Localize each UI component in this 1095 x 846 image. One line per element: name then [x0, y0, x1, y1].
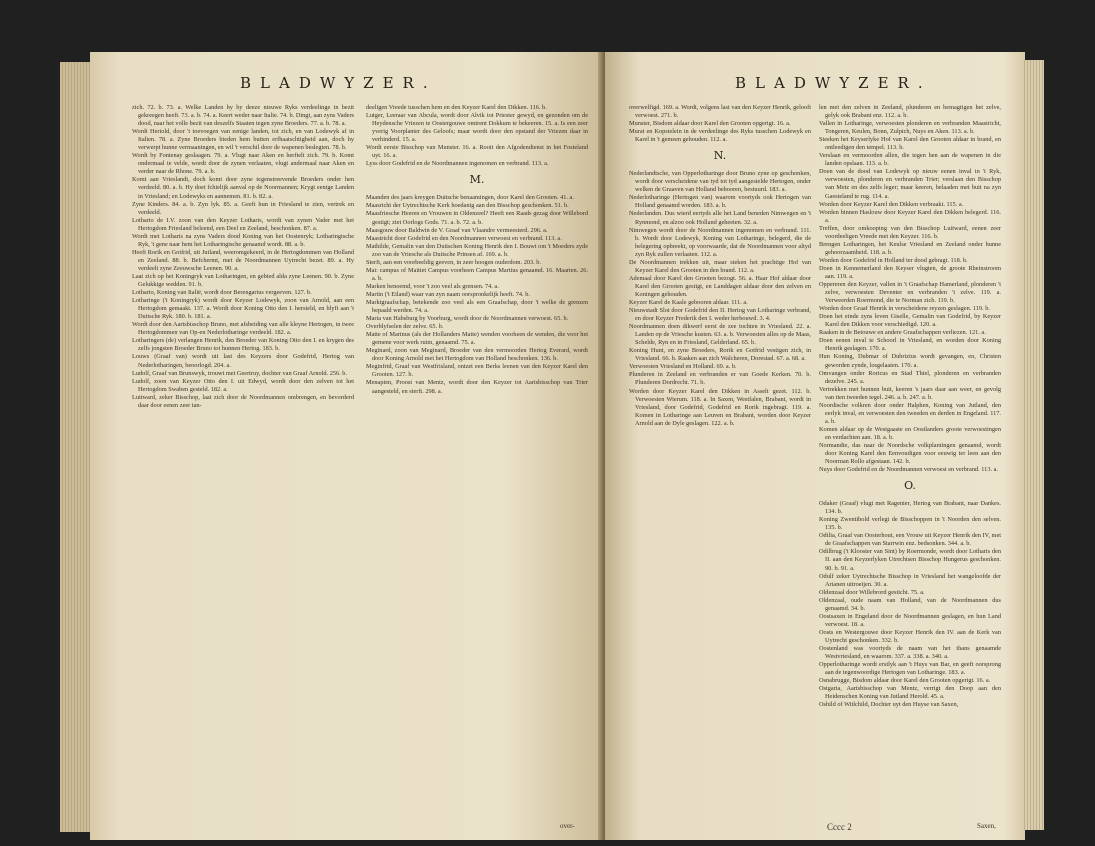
right-page-edges — [1022, 60, 1044, 830]
index-entry: Doen in Kennemerland den Keyser vlugten, de groote Rheinstroom aan. 119. a. — [819, 264, 1001, 280]
index-entry: Worden door Godefrid in Holland ter dood gebragt. 118. b. — [819, 256, 968, 264]
index-entry: Meginard, zoon van Meginard, Broeder van den vermoorden Hertog Everard, wordt door Koning Arnold met het Hertogdom van Holland beschonken. 136. b. — [366, 347, 588, 363]
section-letter: O. — [904, 479, 916, 493]
section-letter: M. — [469, 173, 485, 187]
index-entry: Oppereren den Keyzer, vallen in 't Graafschap Hamerland, plonderen 't zelve, verwoesten Deventer en verbranden 't zelve. 119. a. Verweerden Roermond, die te Norman zich. 119. b. — [819, 281, 1001, 305]
index-entry: Murat en Kopstelein in de verdeelinge des Ryks tusschen Lodewyk en Karel in 't gemeen gehouden. 112. a. — [629, 128, 811, 144]
index-entry: Plunderen in Zeeland en verbranden er van Goede Kerken. 70. b. Plunderen Dordrecht. 71. b. — [629, 371, 811, 387]
index-entry: Ademaal door Karel den Grooten bezogt. 56. a. Haar Hof aldaar door Karel den Grooten gestigt, en Landdagen aldaar door den zelven en Koningen gehouden. — [629, 274, 811, 298]
index-entry: Worden door Keyzer Karel den Dikken verbraakt. 115. a. — [819, 200, 964, 208]
right-column-1 — [629, 104, 811, 428]
index-entry: Matte of Marinus (als der Hollanders Matte) wenden voorheen de wenden, die voor het gemene voor werk ruim, genaamd. 75. a. — [366, 331, 588, 347]
index-entry: Keyzer Karel de Kaale gebooren aldaar. 111. a. — [629, 298, 748, 306]
left-page-edges — [60, 62, 94, 832]
index-entry: Mai: campus of Maitiet Campus voorheen Campus Martius genaamd. 16. Maarten. 26. a. b. — [366, 266, 588, 282]
right-catchword: Saxen, — [977, 822, 996, 830]
index-entry: Lothario, Koning van Italië, wordt door Berengarius vergeeven. 127. b. — [132, 289, 312, 297]
index-entry: Menapien, Proost van Mentz, wordt door den Keyzer tot Aartsbisschop van Trier aangesteld, en sterft. 298. a. — [366, 379, 588, 395]
index-entry: Maria van Habsburg by Voorburg, wordt door de Noordmannen verwoest. 65. b. — [366, 315, 569, 323]
signature-mark: Cccc 2 — [827, 822, 852, 832]
index-entry: Lutger, Leeraar van Abcula, wordt door Alvik tot Priester gewyd, en gezonden om de Heydensche Vriezen te Oostergouwe omtrent Dokkum te bekeeren. 15. a. Is een zeer yverig Voorplanter des Geloofs; maar wordt door den opstand der Vriezen daar in verhinderd. 15. a. — [366, 112, 588, 144]
index-entry: Wordt door den Aartsbisschop Bruno, met afsbeiding van alle kleyne Hertogen, in twee Hertogdommen van Op-en Nederlotharinge verdeeld. 182. a. — [132, 321, 354, 337]
index-entry: Munster, Bisdom aldaar door Karel den Grooten opgerigt. 16. a. — [629, 120, 791, 128]
index-entry: Oshild of Witlchild, Dochter uyt den Huyse van Saxen, — [819, 701, 959, 709]
index-entry: Wordt eerste Bisschop van Munster. 16. a. Rooit den Afgodendienst in het Fosteland uyt. 16. a. — [366, 144, 588, 160]
right-running-head: BLADWYZER. — [735, 74, 932, 92]
index-entry: Hun Koning, Dubmar of Dubrizius wordt gevangen, en, Christen geworden zynde, losgelaaten. 170. a. — [819, 353, 1001, 369]
left-column-1 — [132, 104, 354, 410]
index-entry: Doen eenen inval te Schoorl in Vriesland, en worden door Koning Henrik geslagen. 170. a. — [819, 337, 1001, 353]
index-entry: Worden door Keyzer Karel den Dikken in Asselt gezet. 112. b. Verwoesten Wierum. 118. a. In Saxen, Westfalen, Brabant, wordt in Vriesland, door Godefrid, Godefrid en Rorik ingebragt. 119. a. Komen in Lotharinge aan Leuven en Brabant, worden door Keyzer Arnold aan de Dyle geslagen. 122. a. b. — [629, 387, 811, 427]
index-entry: Odilbrug ('t Klooster van Sint) by Roermonde, wordt door Lotharis den II. aan den Keyzerlyken Utrechtsen Bisschop Hungerus geschonken. 90. b. 91. a. — [819, 548, 1001, 572]
index-entry: Treffen, door omkooping van den Bisschop Luitward, eenen zeer voordeeligen Vreede met den Keyzer. 116. b. — [819, 224, 1001, 240]
section-letter: N. — [713, 149, 727, 163]
index-entry: Marken benoemd, voor 't zoo veel als grensen. 74. a. — [366, 282, 499, 290]
index-entry: Odulf zeker Uytrechtsche Bisschop in Vriesland het wangeloofde der Arianen uitroeijen. 30. a. — [819, 572, 1001, 588]
index-entry: Louws (Graaf van) wordt uit last des Keyzers door Godefrid, Hertog van Nederlotharingen, beoorlogd. 204. a. — [132, 353, 354, 369]
index-entry: Komen aldaar op de Westgaaste en Oostlanders groote verwoestingen en verdachten aan. 18. a. b. — [819, 425, 1001, 441]
left-page — [90, 52, 610, 840]
index-entry: Mathilde, Gemalin van den Duitschen Koning Henrik den I. Bouwt om 't Moeders zyde zoo van de Vriesche als Duitsche Prinsen af. 169. a. b. — [366, 242, 588, 258]
index-entry: overwelfigd. 169. a. Wordt, volgens last van den Keyzer Henrik, gelooft verwoest. 271. b. — [629, 104, 811, 120]
index-entry: Nimwegen wordt door de Noordmannen ingenomen en verbrand. 111. b. Wordt door Lodewyk, Koning van Lotharinge, belegerd, die de belegering opbreekt, op voorwaarde, dat de Noordmannen voor altyd zyn Ryk zullen verlaaten. 112. a. — [629, 226, 811, 258]
index-entry: Martin ('t Eiland) waar van zyn naam oorspronkelijk heeft. 74. b. — [366, 290, 530, 298]
book-spread — [60, 52, 1045, 840]
index-entry: Laat zich op het Koningryk van Lotharingen, en gebied alda zyne Leenen. 90. b. Zyne Gelukkige wedden. 91. b. — [132, 272, 354, 289]
index-entry: len met den zelven in Zeeland, plunderen en bemagtigen het zelve, gelyk ook Brabant enz. 112. a. b. — [819, 104, 1001, 120]
index-entry: deeligen Vreede tusschen hem en den Keyzer Karel den Dikken. 116. b. — [366, 104, 547, 111]
index-entry: Ludolf, zoon van Keyzer Otto den I. uit Edwyd, wordt door den zelven tot het Hertogdom Swaben gesteld. 182. a. — [132, 377, 354, 393]
index-entry: Doen het einde zyns leven Giselle, Gemalin van Godefrid, by Keyzer Karel den Dikken voor verschiedigd. 120. a. — [819, 313, 1001, 329]
index-entry: Omvangen onder Roricus en Stad Thiel, plonderen en verbranden dezelve. 245. a. — [819, 369, 1001, 385]
index-entry: Sterft, aan een voorbeeldig geeven, in zeer hoogen ouderdom. 203. b. — [366, 258, 542, 266]
index-entry: Maasfriesche Heeren en Vrouwen in Oldenzeel? Heeft een Raads gezag door Willebord gestigt; ziet Oorlogs Gods. 71. a. b. 72. a. b. — [366, 210, 588, 226]
index-entry: Wordt by Fontenay geslaagen. 79. a. Vlugt naar Aken en herftelt zich. 79. b. Komt ondermaal te velde, wordt door de zynen verlaaten, vlugt andermaal naar Aken en verder naar de Rhone. 79. a. b. — [132, 152, 354, 176]
index-entry: Koning Hunt, en zyne Broeders, Rorik en Gotfrid vestigen zich, in Vriesland. 66. b. Raaken aan zich Walcheren, Dorestad. 67. a. 68. a. — [629, 347, 811, 363]
left-running-head: BLADWYZER. — [240, 74, 437, 92]
index-entry: Worden door Graaf Henrik in verscheidene reyzen geslagen. 119. b. — [819, 305, 990, 313]
index-entry: Normandie, das naar de Noordsche volkplantingen genaamd, wordt door Koning Karel den Eenvoudigen voor eeuwig ter leen aan den Noorman Rollo afgestaan. 142. b. — [819, 441, 1001, 466]
index-entry: Oldenzaal door Willebrord gesticht. 75. a. — [819, 588, 925, 596]
index-entry: Maasricht der Uytrechtsche Kerk hoedanig aan den Bisschop geschonken. 51. b. — [366, 202, 569, 210]
right-page — [605, 52, 1025, 840]
index-entry: Nuys door Godefrid en de Noordmannen verwoest en verbrand. 113. a. — [819, 466, 998, 474]
index-entry: Ostgaria, Aartsbisschop van Mentz, verrigt den Doop aan den Heidenschen Koning van Jutland Herold. 45. a. — [819, 685, 1001, 701]
index-entry: Verwoesten Vriesland en Holland. 69. a. b. — [629, 363, 737, 371]
right-column-2 — [819, 104, 1001, 709]
index-entry: Lotharingers (de) verlangen Henrik, den Broeder van Koning Otto den I. en krygen des zelfs jongsten Broeder Bruno tot hunnen Hertog. 183. b. — [132, 337, 354, 353]
index-entry: Vallen in Lotharinge, verwoesten plonderen en verbranden Maastricht, Tongeren, Keulen, Bonn, Zulpich, Nuys en Aken. 113. a. b. — [819, 120, 1001, 136]
index-entry: Odaker (Graaf) vlugt met Ragenier, Hertog van Brabant, naar Dankes. 134. b. — [819, 500, 1001, 516]
index-entry: Koning Zwentibold verlegt de Bisschoppen in 't Noorden den selven. 135. b. — [819, 516, 1001, 532]
index-entry: Maanden des jaars kreygen Duitsche benaamingen, door Karel den Grooten. 41. a. — [366, 194, 574, 202]
index-entry: Nederlanden. Dus wierd eertyds alle het Land beneden Nimwegen en 't Rynmond, en alzoo ook Holland geheeten. 32. a. — [629, 210, 811, 226]
index-entry: Ludolf, Graaf van Brunswyk, trouwt met Geertruy, dochter van Graaf Arnold. 256. b. — [132, 369, 348, 377]
index-entry: Marktgraafschap, betekende zoo veel als een Graafschap, door 't welke de grenzen bepaald werden. 74. a. — [366, 298, 588, 315]
index-entry: Steeken het Keyserlyke Hof van Karel den Grooten aldaar in brand, en ontleedigen den tempel. 113. b. — [819, 136, 1001, 152]
index-entry: zich. 72. b. 73. a. Welke Landen hy by deeze nieuwe Ryks verdeelinge in bezit gekreegen heeft. 73. a. b. 74. a. Keert weder naar Italie. 74. b. Dingt, aan zyns Vaders dood, naar het volle bezit van deszelfs Staaten tegen zyne Broeders. 77. a. b. 78. a. — [132, 104, 354, 128]
index-entry: Lotharinge ('t Koningryk) wordt door Keyzer Lodewyk, zoon van Arnold, aan een Hertogdom gemaakt. 137. a. Wordt door Koning Otto den I. hersteld, en blyft aan 't Duitsche Ryk. 180. b. 181. a. — [132, 297, 354, 321]
index-entry: Worden binnen Haslouw door Keyzer Karel den Dikken belegerd. 116. a. — [819, 208, 1001, 224]
index-entry: Heeft Rorik en Gotfrid, uit Jutland, weeromgekeerd, in de Hertogdommen van Holland en Zeeland. 88. b. Befchermt, met de Noordmannen Uytrecht bezet. 89. a. Hy verdeelt zyne Zeeuwsche Leenen. 90. a. — [132, 248, 354, 272]
index-entry: Oldenzaal, oude naam van Holland, van de Noordmannen dus genaamd. 34. b. — [819, 596, 1001, 612]
index-entry: Wordt Heriold, door 't toevoegen van eenige landen, tot zich, en van Lodewyk af in Italien. 78. a. Zyne Broeders bieden hem buiten erfhaatschtigheid aan, doch hy verwerpt hunne vermaaningen, en wil 't verschil door de wapenen beslegten. 78. b. — [132, 128, 354, 152]
index-entry: Raaken in de Betouwe en andere Graafschappen verliezen. 121. a. — [819, 329, 986, 337]
index-entry: Nederlandtsche, van Opperlotharinge door Bruno zyne op geschonken, wordt door verscheidene van tyd tot tyd aangestelde Hertogen, onder welken de Graaven van Holland behooren, bestuurd. 183. a. — [629, 170, 811, 194]
index-entry: Overblyfselen der zelve. 65. b. — [366, 323, 444, 331]
index-entry: Luitward, zeker Bisschop, laat zich door de Noordmannen ombrengen, en bevorderd daar door eenen zeer tan- — [132, 393, 354, 409]
index-entry: Komt aan Vrieslandt, doch komt door zyne tegenstreevende Broeders onder hen verdeeld. 80. a. b. Hy doet fchielijk aanval op de Noormannen; Krygt eenige Landen in Vriesland; en Lodewyks en aannemen. 81. b. 82. a. — [132, 176, 354, 200]
index-entry: Maasgouw door Baldwin de V. Graaf van Vlaandre vermeesterd. 296. a. — [366, 226, 548, 234]
index-entry: Brengen Lotharingen, het Keulse Vriesland en Zeeland onder hunne gehoorzaamheid. 118. a. b. — [819, 240, 1001, 256]
index-entry: Wordt met Lotharis na zyns Vaders dood Koning van het Oostenryk; Lotharingische Ryk, 't gene naar hem het Lotharingische genaamd wordt. 88. a. b. — [132, 232, 354, 248]
index-entry: Lothario de I.V. zoon van den Keyzer Lotharis, wordt van zynen Vader met het Hertogdom Friesland beleend, een Deel en Zeeland, beschonken. 87. a. — [132, 216, 354, 232]
index-entry: Meginfrid, Graaf van Westfrisland, ontzet een Berks leenen van den Keyzer Karel den Grooten. 127. b. — [366, 363, 588, 379]
index-entry: Doen van de dood van Lodewyk op nieuw eenen inval in 't Ryk, verwoesten, plonderen en verbranden Trier; verslaan den Bisschop van Metz en des zelfs leger; maar keeren, belaaden met buit na zyn Gaesteland te rug. 114. a. — [819, 168, 1001, 200]
index-entry: Nederlotharinge (Hertogen van) waarom voortyds ook Hertogen van Holland genaamd worden. 183. a. b. — [629, 194, 811, 210]
index-entry: De Noordmannen trekken uit, maar steken het prachtige Hof van Keyzer Karel den Grooten in den brand. 112. a. — [629, 258, 811, 274]
index-entry: Verslaan en vermoorden allen, die tegen hen aan de wapenen in die landen opslaan. 113. a. b. — [819, 152, 1001, 168]
left-column-2 — [366, 104, 588, 396]
index-entry: Noordmannen doen dikwerf eerst de zee tochten in Vriesland. 22. a. Landen op de Vriesche kusten. 63. a. b. Verwoesten alles op de Maas, Schelde, Ryn en in Friesland, Gelderland. 65. b. — [629, 323, 811, 347]
index-entry: Odilia, Graaf van Oosterhout, een Vrouw uit Keyzer Henrik den IV, met de Graafschappen van Starrwin enz. bedsonken. 344. a. b. — [819, 532, 1001, 548]
index-entry: Osnabrugge, Bisdom aldaar door Karel den Grooten opgerigt. 16. a. — [819, 677, 991, 685]
index-entry: Vertrekken met hunnen buit, keeren 's jaars daar aan weer, en gevolg van tien tweeden tegel. 246. a. b. 247. a. b. — [819, 385, 1001, 401]
index-entry: Oostenland was voortyds de naam van het thans genaamde Westvriesland, en waarom. 337. a. 338. a. 340. a. — [819, 645, 1001, 661]
index-entry: Zyne Kinders. 84. a. b. Zyn lyk. 85. a. Geeft hun in Friesland te zien, vertrek en verdeeld. — [132, 200, 354, 216]
index-entry: Lyss door Godefrid en de Noordmannen ingenomen en verbrand. 113. a. — [366, 160, 549, 168]
index-entry: Oostsaxen in Engeland door de Noordmannen geslagen, en hun Land verwoest. 18. a. — [819, 612, 1001, 628]
index-entry: Noordische volkren door onder Halphen, Koning van Jutland, den eerlyk inval, en verwoesten den tweeden en derden in Engeland. 117. a. b. — [819, 401, 1001, 425]
left-catchword: over- — [560, 822, 575, 830]
index-entry: Maastricht door Godefrid en den Noordmannen verwoest en verbrand. 113. a. — [366, 234, 562, 242]
index-entry: Oosts en Westergouwe door Keyzer Henrik den IV. aan de Kerk van Uytrecht geschonken. 332. b. — [819, 628, 1001, 644]
index-entry: Opperlotharinge wordt erstlyk aan 't Huys van Bar, en geeft oorsprong aan de tegenwoordige Hertogen van Lotharinge. 183. a. — [819, 661, 1001, 677]
index-entry: Nieuwstadt Slot door Godefrid den II. Hertog van Lotharinge verbrand, en door Keyzer Frederik den I. weder herbouwd. 3. 4. — [629, 307, 811, 323]
